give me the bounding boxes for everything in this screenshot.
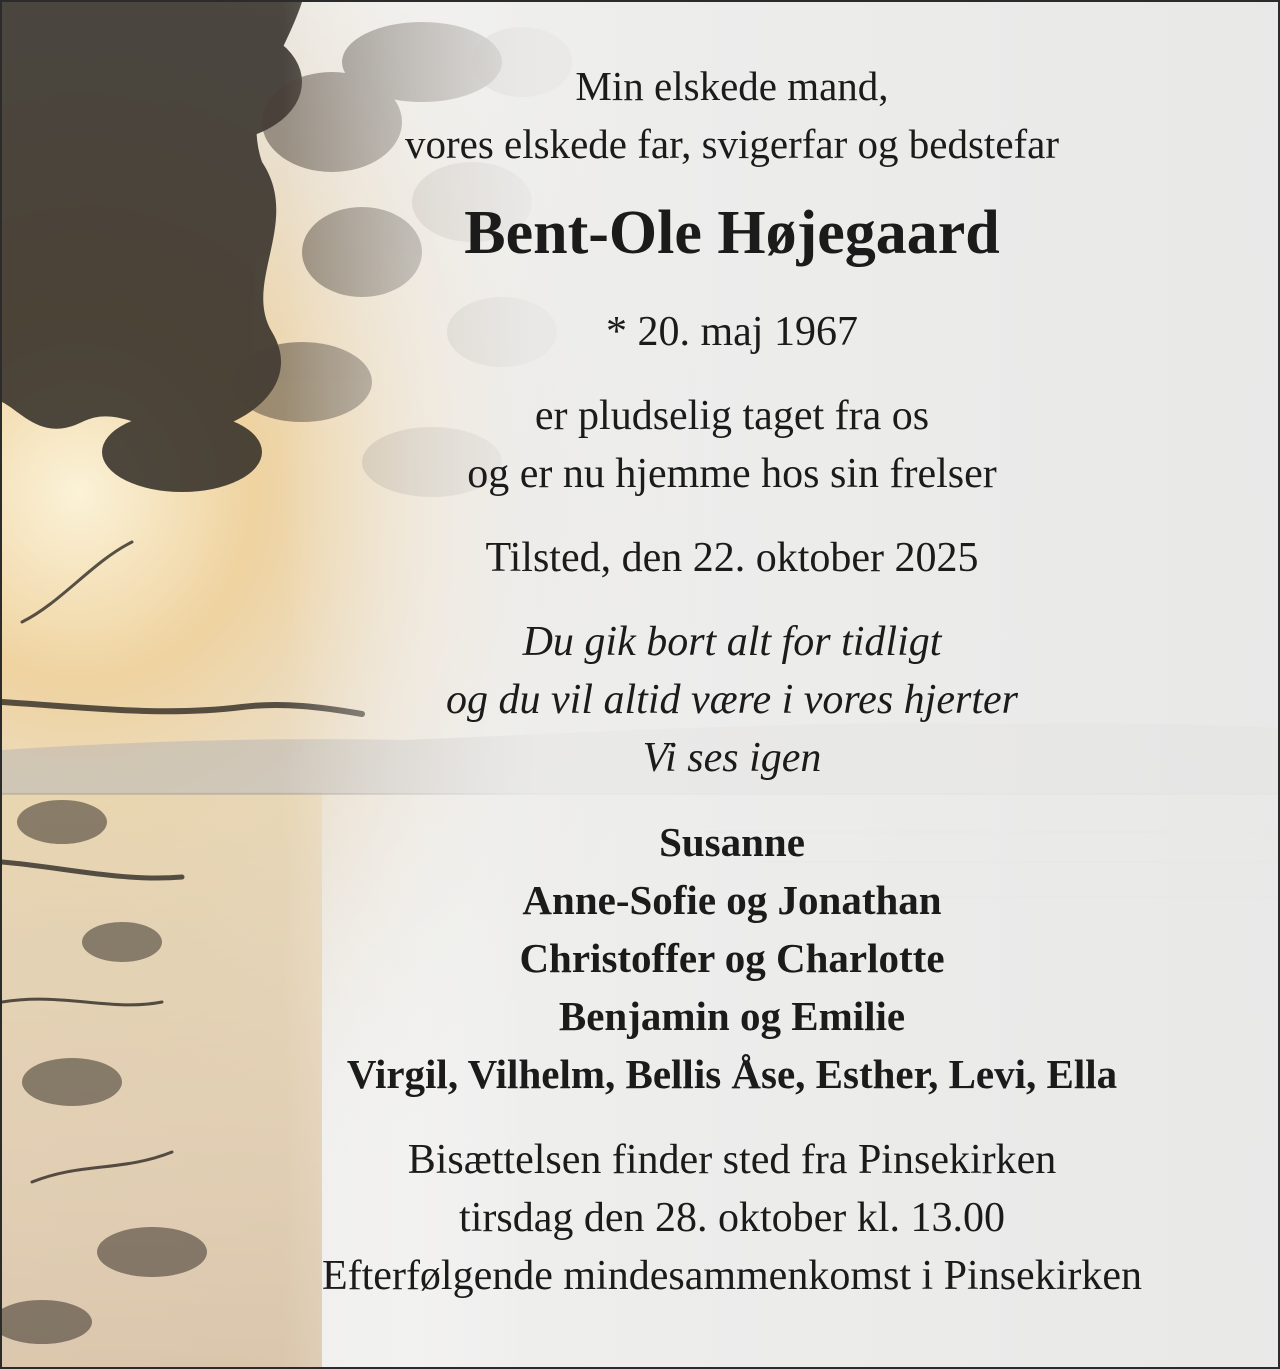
place-date: Tilsted, den 22. oktober 2025: [485, 535, 979, 581]
birth-date: * 20. maj 1967: [606, 309, 858, 355]
deceased-name: Bent-Ole Højegaard: [464, 199, 1000, 267]
intro-line-1: Min elskede mand,: [575, 63, 889, 109]
passing-line-2: og er nu hjemme hos sin frelser: [467, 451, 997, 497]
funeral-line-3: Efterfølgende mindesammenkomst i Pinsekirken: [322, 1253, 1142, 1299]
verse-line-2: og du vil altid være i vores hjerter: [446, 677, 1018, 723]
passing-line-1: er pludselig taget fra os: [534, 393, 930, 439]
verse-line-3: Vi ses igen: [642, 735, 822, 781]
family-line-3: Christoffer og Charlotte: [519, 935, 945, 981]
family-line-2: Anne-Sofie og Jonathan: [522, 877, 942, 923]
family-line-4: Benjamin og Emilie: [558, 993, 906, 1039]
family-line-1: Susanne: [659, 819, 805, 865]
funeral-line-1: Bisættelsen finder sted fra Pinsekirken: [407, 1137, 1057, 1183]
funeral-line-2: tirsdag den 28. oktober kl. 13.00: [459, 1195, 1005, 1241]
family-line-5: Virgil, Vilhelm, Bellis Åse, Esther, Levi, Ella: [346, 1051, 1118, 1097]
verse-line-1: Du gik bort alt for tidligt: [522, 619, 942, 665]
intro-line-2: vores elskede far, svigerfar og bedstefar: [404, 121, 1060, 167]
